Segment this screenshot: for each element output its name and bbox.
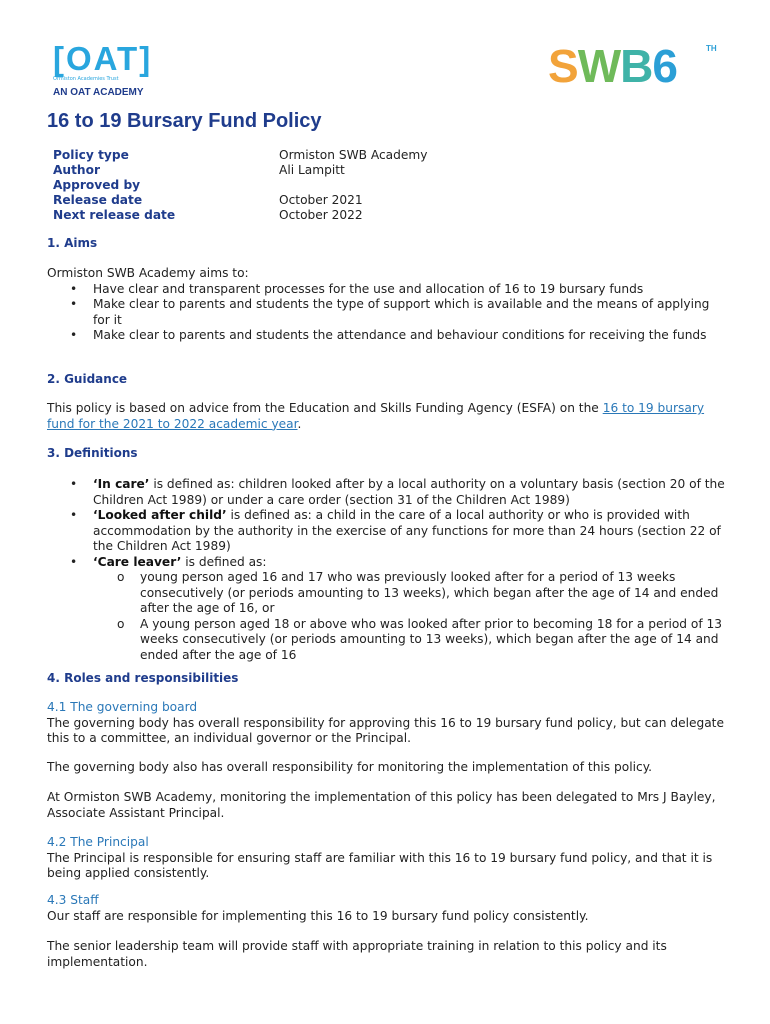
meta-label: Next release date: [53, 208, 176, 222]
list-item: • Make clear to parents and students the attendance and behaviour conditions for receiving the funds: [47, 328, 727, 344]
paragraph: The senior leadership team will provide staff with appropriate training in relation to this policy and its implementation.: [47, 939, 667, 969]
meta-value: Ormiston SWB Academy: [279, 148, 428, 162]
meta-label: Author: [53, 163, 100, 177]
paragraph: Our staff are responsible for implementing this 16 to 19 bursary fund policy consistently.: [47, 908, 589, 923]
meta-label: Release date: [53, 193, 143, 207]
meta-label: Approved by: [53, 178, 141, 192]
paragraph: At Ormiston SWB Academy, monitoring the implementation of this policy has been delegated to Mrs J Bayley, Associate Assistant Principal.: [47, 790, 716, 820]
section-definitions: [47, 446, 727, 462]
list-item: • Make clear to parents and students the type of support which is available and the means of applying for it: [47, 297, 727, 328]
aims-body: [47, 266, 727, 344]
meta-label: Policy type: [53, 148, 129, 162]
guidance-paragraph: [47, 401, 727, 432]
section-heading: 4. Roles and responsibilities: [47, 671, 239, 685]
section-heading: 2. Guidance: [47, 372, 128, 386]
roles-principal: [47, 835, 727, 882]
section-roles: [47, 671, 727, 687]
paragraph: The governing body has overall responsibility for approving this 16 to 19 bursary fund policy, but can delegate this to a committee, an individual governor or the Principal.: [47, 715, 724, 745]
definitions-list: [47, 477, 727, 570]
swb6-letter-s: S: [548, 40, 578, 92]
definition-term: ‘Care leaver’: [93, 554, 182, 569]
definition-text: is defined as:: [181, 554, 267, 569]
swb6-letter-b: B: [620, 40, 653, 92]
section-heading: 3. Definitions: [47, 446, 138, 460]
oat-logo-subtitle: Ormiston Academies Trust: [53, 76, 119, 82]
swb6-letter-w: W: [577, 40, 621, 92]
meta-value: October 2022: [279, 208, 363, 222]
roles-board-delegation: [47, 790, 727, 821]
paragraph: The Principal is responsible for ensuring staff are familiar with this 16 to 19 bursary fund policy, and that it is being applied consistently.: [47, 850, 713, 880]
definition-term: ‘In care’: [93, 477, 150, 491]
swb6-th-superscript: TH: [706, 44, 717, 53]
oat-logo: [53, 42, 163, 98]
guidance-text-end: .: [297, 416, 302, 431]
list-item: • Have clear and transparent processes for the use and allocation of 16 to 19 bursary funds: [47, 282, 727, 298]
bursary-fund-link[interactable]: 16 to 19 bursary fund for the 2021 to 2022 academic year: [47, 401, 705, 431]
section-aims: [47, 236, 727, 252]
aims-list: [47, 282, 727, 344]
list-item: o young person aged 16 and 17 who was previously looked after for a period of 13 weeks consecutively (or periods amounting to 13 weeks), which began after the age of 14 and ended after the age of 16, or: [47, 570, 727, 617]
swb6-logo: [548, 38, 723, 94]
roles-staff: [47, 893, 727, 924]
oat-logo-mark: [OAT]: [53, 40, 153, 77]
definition-looked-after-child: [47, 508, 727, 555]
guidance-text: This policy is based on advice from the Education and Skills Funding Agency (ESFA) on the: [47, 401, 603, 415]
paragraph: The governing body also has overall responsibility for monitoring the implementation of this policy.: [47, 760, 653, 774]
oat-academy-label: AN OAT ACADEMY: [53, 87, 144, 98]
section-guidance: [47, 372, 727, 388]
document-title: 16 to 19 Bursary Fund Policy: [47, 110, 322, 132]
roles-board: [47, 700, 727, 747]
care-leaver-sublist: [47, 570, 727, 663]
section-heading: 1. Aims: [47, 236, 98, 250]
definition-in-care: [47, 477, 727, 508]
definitions-body: [47, 477, 727, 663]
definition-term: ‘Looked after child’: [93, 508, 227, 522]
subheading-principal: 4.2 The Principal: [47, 835, 149, 849]
meta-value: October 2021: [279, 193, 363, 207]
roles-staff-training: [47, 939, 727, 970]
definition-text: is defined as: children looked after by a local authority on a voluntary basis (section 20 of the Children Act 1989) or under a care order (section 31 of the Children Act 1989): [93, 477, 725, 507]
swb6-digit-6: 6: [652, 40, 677, 92]
subheading-staff: 4.3 Staff: [47, 893, 99, 907]
meta-value: Ali Lampitt: [279, 163, 345, 177]
list-item: o A young person aged 18 or above who was looked after prior to becoming 18 for a period of 13 weeks consecutively (or periods amounting to 13 weeks), which began after the age of 14 and ended after the age of 16: [47, 617, 727, 664]
roles-board-monitoring: [47, 760, 727, 776]
definition-text: is defined as: a child in the care of a local authority or who is provided with accommodation by the authority in the exercise of any functions for more than 24 hours (section 22 of the Children Act 1989): [93, 508, 721, 553]
swb6-wordmark: [548, 38, 723, 94]
subheading-governing-board: 4.1 The governing board: [47, 700, 198, 714]
aims-intro: Ormiston SWB Academy aims to:: [47, 266, 249, 280]
definition-care-leaver: [47, 555, 727, 571]
guidance-body: [47, 401, 727, 432]
